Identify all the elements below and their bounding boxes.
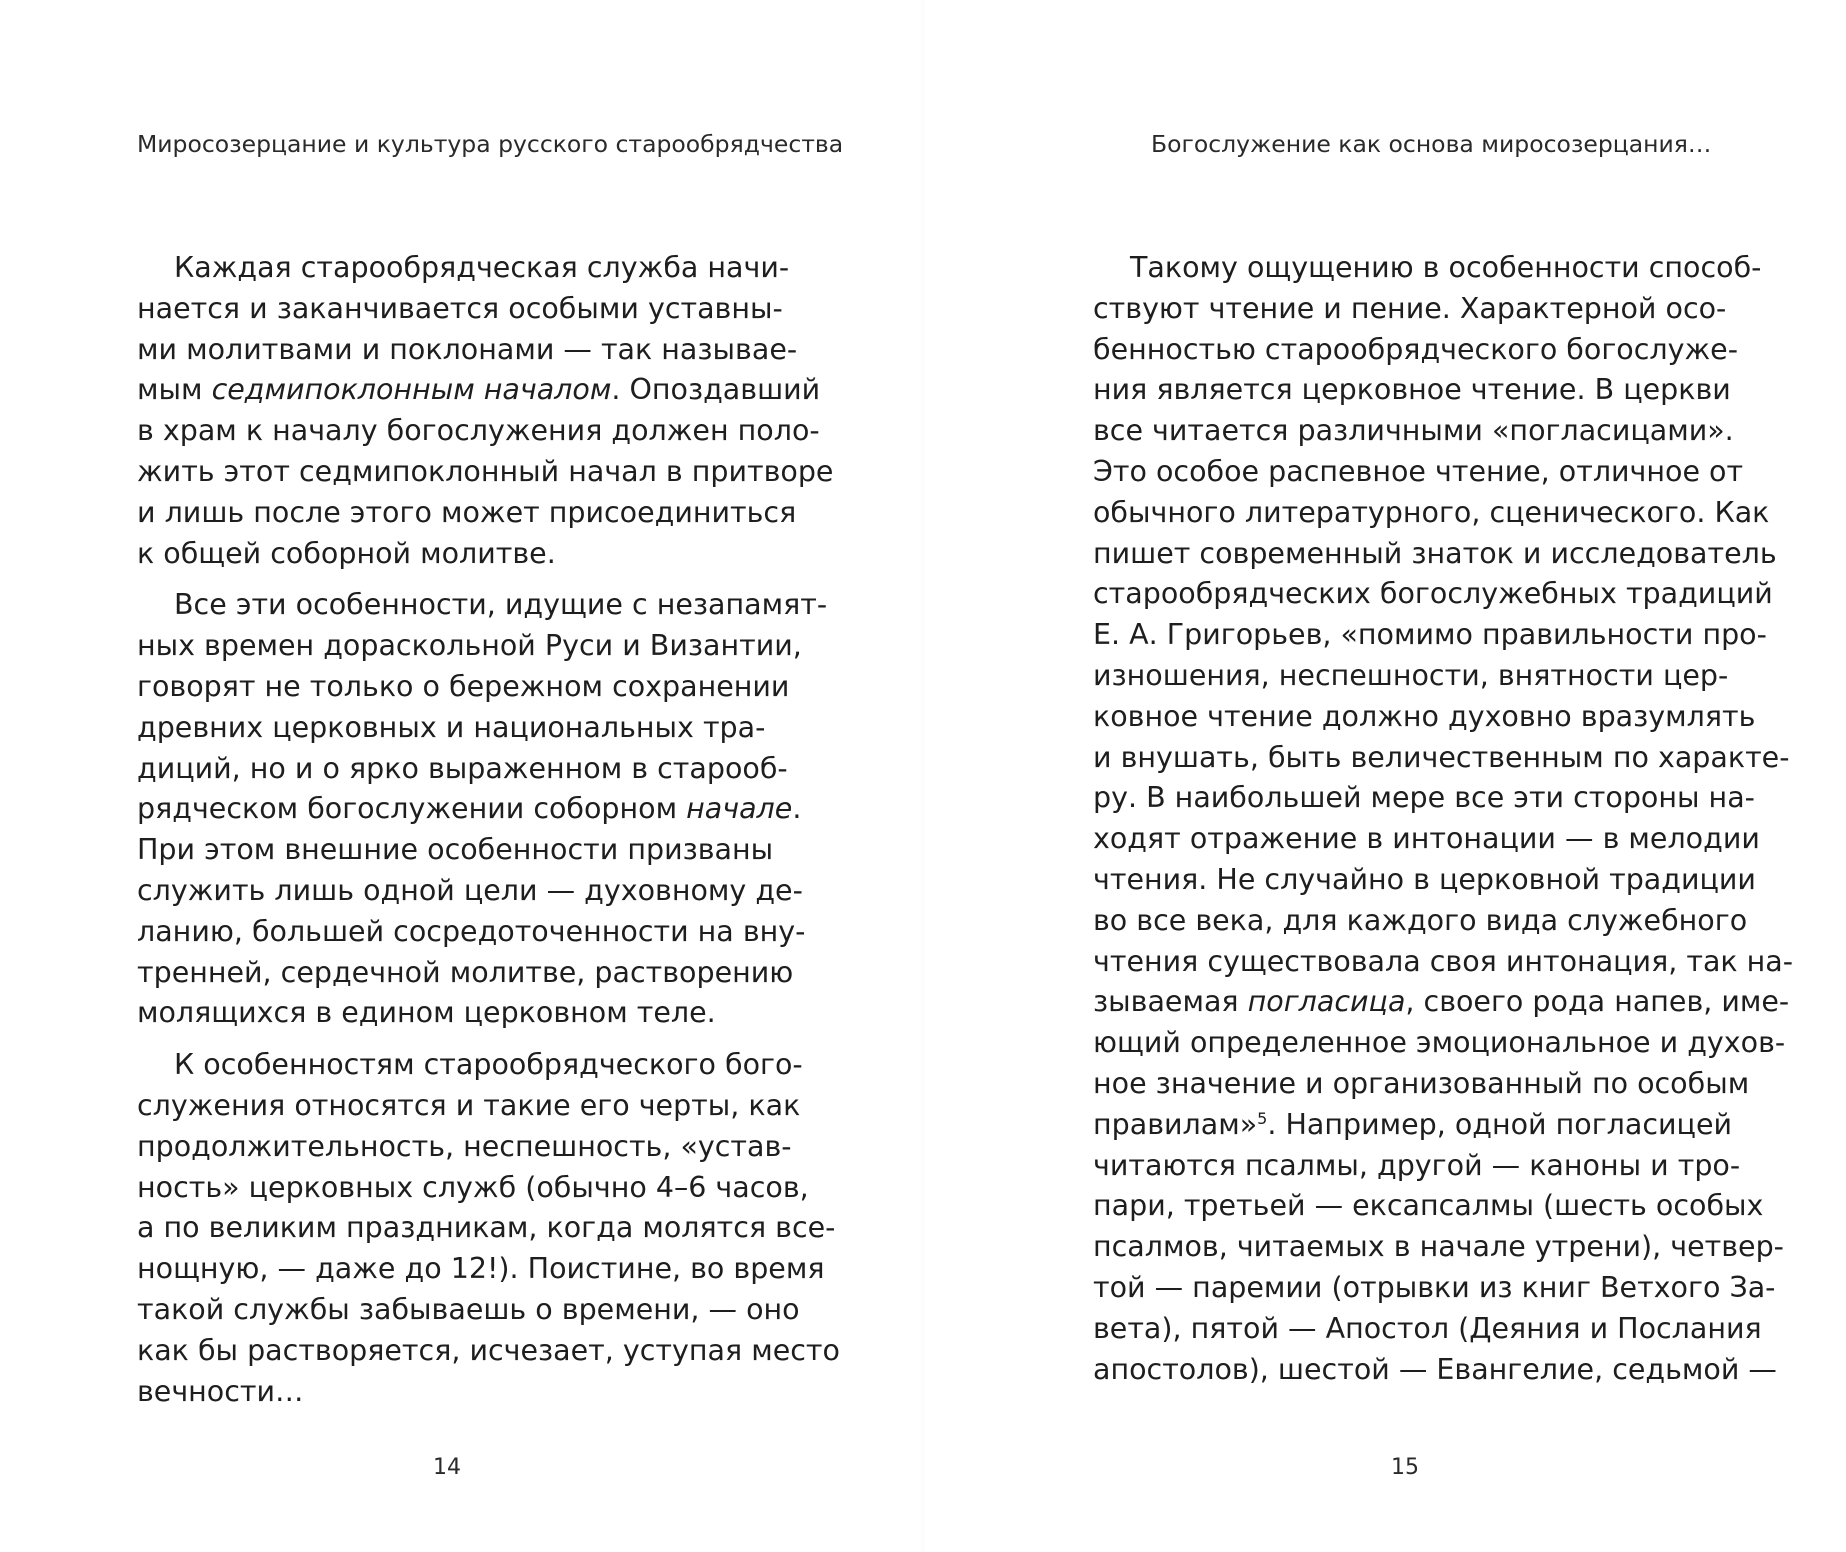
line-text: . Опоздавший	[611, 373, 821, 407]
line-text: Каждая старообрядческая служба начи-	[174, 251, 790, 284]
text-line	[137, 626, 802, 667]
text-line	[137, 1331, 840, 1372]
line-text: ющий определенное эмоциональное и духов-	[1093, 1026, 1786, 1060]
italic-term: начале	[686, 792, 793, 826]
line-text: к общей соборной молитве.	[137, 536, 556, 570]
text-line	[137, 370, 821, 411]
italic-term: седмипоклонным началом	[211, 373, 612, 407]
line-text: все читается различными «погласицами».	[1093, 414, 1734, 448]
text-line	[137, 585, 828, 626]
line-text: Это особое распевное чтение, отличное от	[1093, 454, 1744, 488]
line-text: служить лишь одной цели — духовному де-	[137, 873, 803, 907]
line-text: , своего рода напев, име-	[1405, 985, 1790, 1019]
text-line	[137, 493, 797, 534]
line-text: ных времен дораскольной Руси и Византии,	[137, 629, 802, 663]
text-line	[1093, 1350, 1777, 1391]
page-number-right: 15	[1391, 1455, 1419, 1480]
text-line	[137, 248, 790, 289]
line-text: говорят не только о бережном сохранении	[137, 669, 790, 703]
italic-term: погласица	[1247, 985, 1406, 1019]
line-text: ми молитвами и поклонами — так называе-	[137, 332, 798, 366]
line-text: .	[792, 792, 802, 826]
line-text: вечности…	[137, 1374, 304, 1408]
text-line	[1093, 493, 1770, 534]
line-text: вета), пятой — Апостол (Деяния и Послания	[1093, 1311, 1762, 1345]
text-line	[1093, 1105, 1732, 1146]
line-text: чтения существовала своя интонация, так на-	[1093, 944, 1794, 978]
text-line	[1093, 289, 1727, 330]
line-text: ходят отражение в интонации — в мелодии	[1093, 822, 1760, 856]
text-line	[137, 830, 774, 871]
text-line	[137, 912, 806, 953]
text-line	[137, 330, 798, 371]
text-line	[1093, 330, 1738, 371]
line-text: ковное чтение должно духовно вразумлять	[1093, 699, 1756, 733]
text-line	[1093, 901, 1748, 942]
line-text: а по великим праздникам, когда молятся все-	[137, 1211, 836, 1245]
line-text: древних церковных и национальных тра-	[137, 710, 766, 744]
line-text: изношения, неспешности, внятности цер-	[1093, 658, 1729, 692]
line-text: той — паремии (отрывки из книг Ветхого За-	[1093, 1270, 1776, 1304]
text-line	[1093, 982, 1790, 1023]
line-text: ланию, большей сосредоточенности на вну-	[137, 914, 806, 948]
line-text: бенностью старообрядческого богослуже-	[1093, 332, 1738, 366]
line-text: . Например, одной погласицей	[1267, 1107, 1732, 1141]
text-line	[1093, 574, 1773, 615]
text-line	[1093, 860, 1756, 901]
running-header-left: Миросозерцание и культура русского старообрядчества	[137, 130, 844, 158]
page-number-left: 14	[433, 1455, 461, 1480]
line-text: обычного литературного, сценического. Как	[1093, 495, 1770, 529]
text-line	[1093, 1309, 1762, 1350]
line-text: чтения. Не случайно в церковной традиции	[1093, 862, 1756, 896]
text-line	[137, 789, 802, 830]
line-text: псалмов, читаемых в начале утрени), четвер-	[1093, 1230, 1784, 1264]
line-text: Все эти особенности, идущие с незапамят-	[174, 588, 828, 622]
left-page	[137, 0, 844, 1552]
text-line	[1093, 248, 1762, 289]
line-text: нощную, — даже до 12!). Поистине, во время	[137, 1252, 825, 1286]
text-line	[137, 1127, 792, 1168]
text-line	[1093, 534, 1777, 575]
text-line	[1093, 1227, 1784, 1268]
line-text: и внушать, быть величественным по характе-	[1093, 740, 1790, 774]
text-line	[1093, 697, 1756, 738]
text-line	[137, 534, 757, 575]
line-text: ру. В наибольшей мере все эти стороны на-	[1093, 781, 1755, 815]
line-text: При этом внешние особенности призваны	[137, 833, 774, 867]
text-line	[1093, 1023, 1786, 1064]
line-text: Е. А. Григорьев, «помимо правильности про-	[1093, 618, 1767, 652]
text-line	[137, 871, 803, 912]
text-line	[137, 667, 790, 708]
line-text: как бы растворяется, исчезает, уступая место	[137, 1333, 840, 1367]
text-line	[1093, 411, 1734, 452]
text-line	[137, 1208, 836, 1249]
line-text: ния является церковное чтение. В церкви	[1093, 373, 1731, 407]
line-text: ность» церковных служб (обычно 4–6 часов,	[137, 1170, 809, 1204]
book-gutter	[920, 0, 926, 1552]
text-line	[1093, 778, 1755, 819]
text-line	[137, 452, 834, 493]
line-text: молящихся в едином церковном теле.	[137, 996, 716, 1030]
text-line	[1093, 1186, 1764, 1227]
text-line	[137, 1168, 809, 1209]
text-line	[1093, 615, 1767, 656]
text-line	[1093, 819, 1760, 860]
text-line	[1093, 1146, 1741, 1187]
footnote-ref: 5	[1257, 1108, 1268, 1128]
running-header-right: Богослужение как основа миросозерцания…	[1151, 130, 1712, 158]
line-text: К особенностям старообрядческого бого-	[174, 1048, 803, 1082]
text-line	[137, 708, 766, 749]
text-line	[1093, 942, 1794, 983]
line-text: такой службы забываешь о времени, — оно	[137, 1292, 800, 1326]
line-text: апостолов), шестой — Евангелие, седьмой —	[1093, 1352, 1777, 1386]
line-text: в храм к началу богослужения должен поло-	[137, 414, 820, 448]
text-line	[1093, 738, 1790, 779]
line-text: продолжительность, неспешность, «устав-	[137, 1129, 792, 1163]
line-text: пишет современный знаток и исследователь	[1093, 536, 1777, 570]
left-text-block	[137, 248, 840, 1412]
line-text: жить этот седмипоклонный начал в притворе	[137, 454, 834, 488]
line-text: во все века, для каждого вида служебного	[1093, 903, 1748, 937]
text-line	[137, 953, 794, 994]
text-line	[1093, 1268, 1776, 1309]
line-text: рядческом богослужении соборном	[137, 792, 687, 826]
text-line	[137, 993, 757, 1034]
line-text: правилам»	[1093, 1107, 1258, 1141]
line-text: зываемая	[1093, 985, 1248, 1019]
text-line	[137, 289, 783, 330]
line-text: и лишь после этого может присоединиться	[137, 495, 797, 529]
text-line	[1093, 656, 1729, 697]
text-line	[1093, 370, 1731, 411]
text-line	[137, 1249, 825, 1290]
text-line	[137, 1372, 757, 1413]
line-text: нается и заканчивается особыми уставны-	[137, 291, 783, 325]
text-line	[137, 1290, 800, 1331]
line-text: ное значение и организованный по особым	[1093, 1066, 1750, 1100]
line-text: служения относятся и такие его черты, как	[137, 1088, 801, 1122]
text-line	[137, 749, 788, 790]
line-text: читаются псалмы, другой — каноны и тро-	[1093, 1148, 1741, 1182]
line-text: ствуют чтение и пение. Характерной осо-	[1093, 291, 1727, 325]
text-line	[137, 1045, 803, 1086]
line-text: Такому ощущению в особенности способ-	[1130, 251, 1762, 284]
text-line	[137, 1086, 801, 1127]
text-line	[137, 411, 820, 452]
text-line	[1093, 1064, 1750, 1105]
line-text: старообрядческих богослужебных традиций	[1093, 577, 1773, 611]
right-text-block	[1093, 248, 1794, 1390]
text-line	[1093, 452, 1744, 493]
line-text: диций, но и о ярко выраженном в старооб-	[137, 751, 788, 785]
line-text: пари, третьей — ексапсалмы (шесть особых	[1093, 1189, 1764, 1223]
line-text: тренней, сердечной молитве, растворению	[137, 955, 794, 989]
line-text: мым	[137, 373, 212, 407]
right-page	[1093, 0, 1794, 1552]
